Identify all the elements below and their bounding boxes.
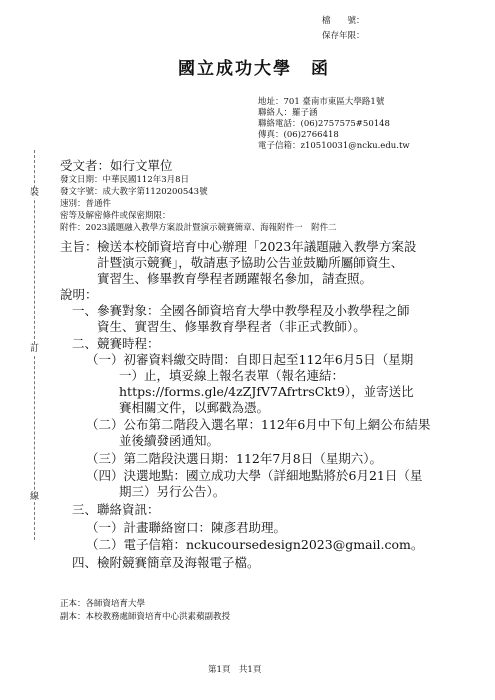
attachments: 附件：2023議題融入教學方案設計暨演示競賽簡章、海報附件一 附件二 [60, 223, 337, 233]
item-2-1-line-2: 一）止，填妥線上報名表單（報名連結： [119, 368, 345, 383]
item-2-heading: 二、競賽時程： [72, 336, 160, 351]
item-1-line-1: 一、參賽對象：全國各師資培育大學中教學程及小教學程之師 [72, 303, 410, 318]
contact-address: 地址：701 臺南市東區大學路1號 [258, 97, 385, 107]
contact-person: 聯絡人：羅子涵 [258, 108, 318, 118]
page-number: 第1頁 共1頁 [208, 665, 262, 675]
item-2-1-line-1: （一）初審資料繳交時間：自即日起至112年6月5日（星期 [86, 352, 414, 367]
delivery-speed: 速別：普通件 [60, 199, 112, 209]
item-3-2: （二）電子信箱：nckucoursedesign2023@gmail.com。 [86, 537, 424, 552]
letter-title: 國立成功大學 函 [178, 59, 330, 79]
recipient: 受文者：如行文單位 [60, 158, 173, 173]
distribution-main: 正本：各師資培育大學 [60, 599, 146, 609]
item-3-1: （一）計畫聯絡窗口：陳彥君助理。 [86, 520, 287, 535]
retention-period-label: 保存年限： [322, 31, 365, 41]
subject-label: 主旨： [60, 239, 98, 254]
item-1-line-2: 資生、實習生、修畢教育學程者（非正式教師）。 [97, 319, 366, 334]
distribution-copy: 副本：本校教務處師資培育中心洪素蘋副教授 [60, 612, 231, 622]
item-2-2-line-1: （二）公布第二階段入選名單：112年6月中下旬上網公布結果 [86, 417, 431, 432]
subject-line-3: 實習生、修畢教育學程者踴躍報名參加，請查照。 [97, 271, 373, 286]
binding-mark-3: 線 [30, 492, 40, 502]
binding-mark-2: 訂 [30, 344, 40, 354]
subject-line-1: 檢送本校師資培育中心辦理「2023年議題融入教學方案設 [97, 239, 417, 254]
item-2-4-line-2: 期三）另行公告）。 [119, 484, 226, 499]
item-3-heading: 三、聯絡資訊： [72, 502, 160, 517]
issue-date: 發文日期：中華民國112年3月8日 [60, 175, 190, 185]
contact-email: 電子信箱：z10510031@ncku.edu.tw [258, 141, 410, 151]
explanation-label: 說明： [60, 287, 98, 302]
item-2-2-line-2: 並後續發函通知。 [119, 433, 220, 448]
file-number-label: 檔 號： [322, 16, 365, 26]
contact-fax: 傳真：(06)2766418 [258, 130, 339, 140]
item-2-1-line-3: https://forms.gle/4zZJfV7AfrtrsCkt9），並寄送比 [119, 384, 414, 399]
item-2-1-line-4: 賽相關文件，以郵戳為憑。 [119, 400, 270, 415]
item-2-3: （三）第二階段決選日期：112年7月8日（星期六）。 [86, 451, 383, 466]
binding-mark-1: 裝 [30, 188, 40, 198]
subject-line-2: 計暨演示競賽」，敬請惠予協助公告並鼓勵所屬師資生、 [97, 255, 404, 270]
item-4: 四、檢附競賽簡章及海報電子檔。 [72, 555, 260, 570]
secrecy-level: 密等及解密條件或保密期限： [60, 211, 171, 221]
issue-number: 發文字號：成大教字第1120200543號 [60, 187, 208, 197]
contact-phone: 聯絡電話：(06)2757575#50148 [258, 119, 390, 129]
item-2-4-line-1: （四）決選地點：國立成功大學（詳細地點將於6月21日（星 [86, 468, 423, 483]
